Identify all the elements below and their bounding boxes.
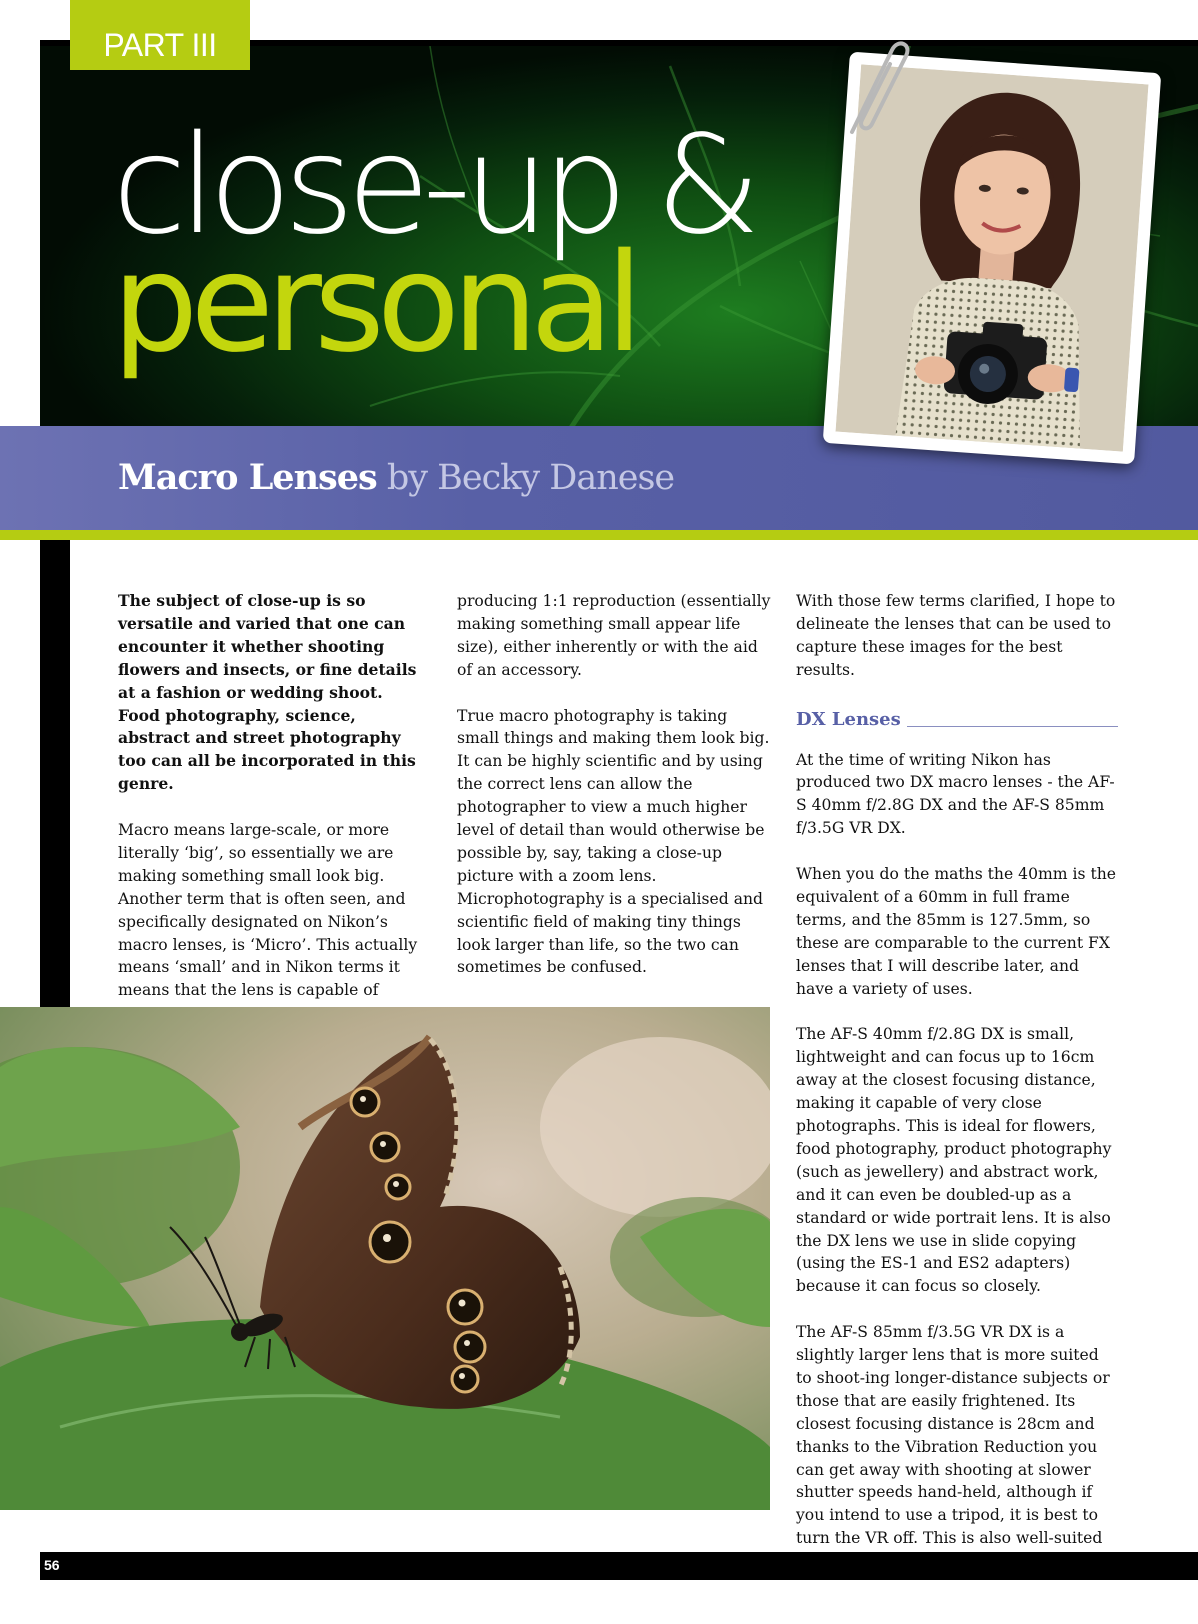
accent-rule	[0, 530, 1198, 540]
article-column-1	[118, 590, 428, 1025]
footer-bar	[40, 1552, 1198, 1580]
body-paragraph: With those few terms clarified, I hope to delineate the lenses that can be used to capture these images for the best results.	[796, 592, 1116, 679]
title-line-1: close-up &	[112, 107, 754, 265]
part-label: PART III	[70, 0, 250, 70]
article-column-3	[796, 590, 1118, 1596]
page-number: 56	[44, 1557, 60, 1573]
body-paragraph: Macro means large-scale, or more literally ‘big’, so essentially we are making something small look big. Another term that is often seen, and specifically designated on Nikon’s macro lenses, is ‘Micro’. This actually means ‘small’ and in Nikon terms it means that the lens is capable of	[118, 821, 418, 1000]
lead-paragraph: The subject of close-up is so versatile and varied that one can encounter it whether shooting flowers and insects, or fine details at a fashion or wedding shoot. Food photography, science, abstract and street photography too can all be incorporated in this genre.	[118, 591, 417, 794]
section-heading-rule	[907, 726, 1118, 727]
section-heading	[796, 705, 1118, 735]
body-paragraph: producing 1:1 reproduction (essentially making something small appear life size), either inherently or with the aid of an accessory.	[457, 592, 771, 679]
body-paragraph: The AF-S 40mm f/2.8G DX is small, lightweight and can focus up to 16cm away at the closest focusing distance, making it capable of very close photographs. This is ideal for flowers, food photography, product photography (such as jewellery) and abstract work, and it can even be doubled-up as a standard or wide portrait lens. It is also the DX lens we use in slide copying (using the ES-1 and ES2 adapters) because it can focus so closely.	[796, 1025, 1112, 1296]
article-column-2	[457, 590, 773, 1002]
butterfly-photo	[0, 1007, 770, 1510]
body-paragraph: True macro photography is taking small things and making them look big. It can be highly scientific and by using the correct lens can allow the photographer to view a much higher level of detail than would otherwise be possible by, say, taking a close-up picture with a zoom lens. Microphotography is a specialised and scientific field of making tiny things look larger than life, so the two can sometimes be confused.	[457, 706, 770, 977]
section-heading-text: DX Lenses	[796, 708, 901, 730]
body-paragraph: When you do the maths the 40mm is the equivalent of a 60mm in full frame terms, and the 85mm is 127.5mm, so these are comparable to the current FX lenses that I will describe later, and have a variety of uses.	[796, 865, 1117, 998]
byline	[118, 454, 674, 502]
paperclip-icon	[840, 36, 910, 136]
byline-title: Macro Lenses	[118, 457, 377, 498]
byline-author: by Becky Danese	[386, 458, 675, 498]
title-line-2: personal	[112, 225, 636, 383]
butterfly-illustration	[0, 1007, 770, 1510]
body-paragraph: The AF-S 85mm f/3.5G VR DX is a slightly larger lens that is more suited to shoot-ing longer-distance subjects or those that are easily frightened. Its closest focusing distance is 28cm and thanks to the Vibration Reduction you can get away with shooting at slower shutter speeds hand-held, although if you intend to use a tripod, it is best to turn the VR off. This is also well-suited	[796, 1323, 1110, 1548]
body-paragraph: At the time of writing Nikon has produced two DX macro lenses - the AF-S 40mm f/2.8G DX and the AF-S 85mm f/3.5G VR DX.	[796, 750, 1115, 838]
